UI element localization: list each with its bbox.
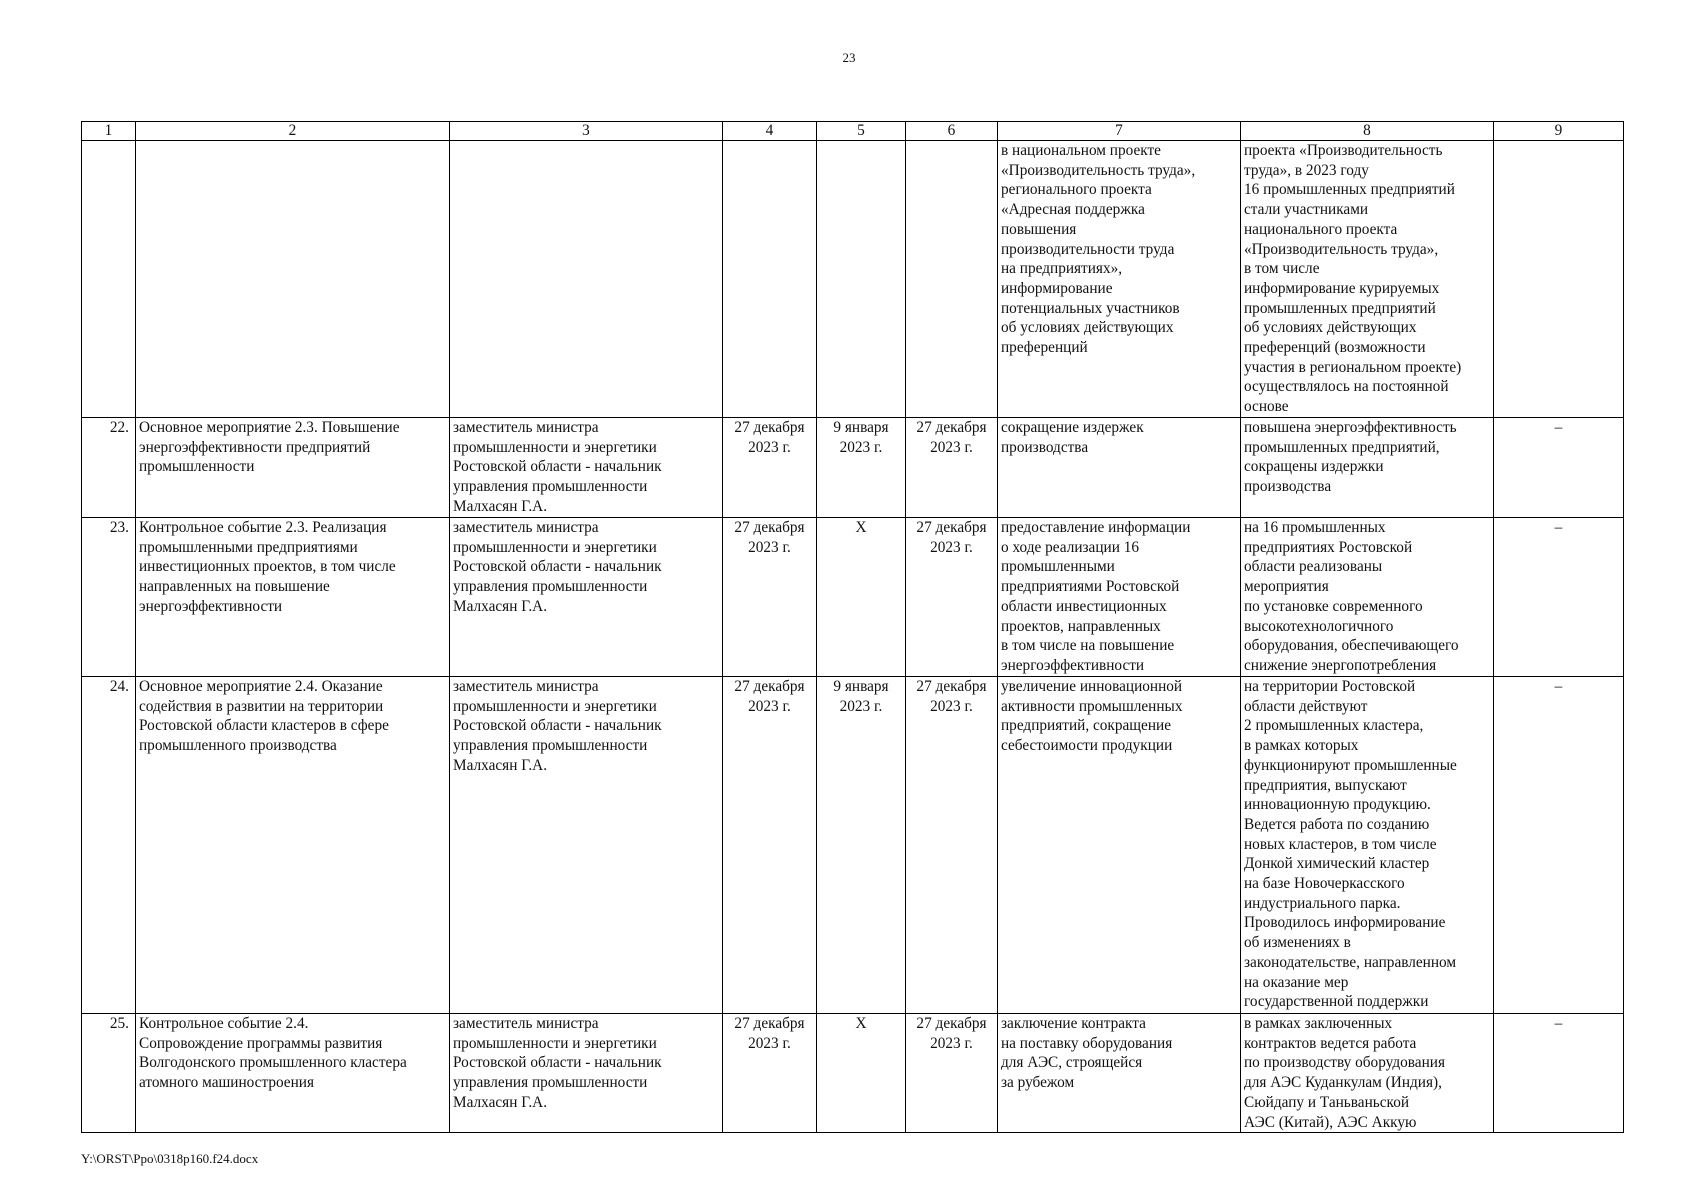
- table-row: [82, 1014, 1624, 1133]
- responsible-person-line: Малхасян Г.А.: [453, 756, 548, 774]
- expected-result-line: повышения: [1001, 220, 1077, 238]
- actual-result-line: на территории Ростовской: [1244, 678, 1416, 695]
- event-name-line: энергоэффективности: [139, 597, 283, 615]
- responsible-person-line: управления промышленности: [453, 478, 648, 496]
- note-cell: [1494, 141, 1624, 418]
- expected-result-line: заключение контракта: [1001, 1015, 1146, 1032]
- responsible-person-line: заместитель министра: [453, 419, 599, 436]
- actual-result-line: для АЭС Куданкулам (Индия),: [1244, 1074, 1442, 1092]
- responsible-person-line: управления промышленности: [453, 737, 648, 755]
- responsible-person-line: заместитель министра: [453, 678, 599, 695]
- column-header: 4: [723, 122, 817, 141]
- event-name-line: содействия в развитии на территории: [139, 697, 384, 715]
- actual-result-line: области реализованы: [1244, 558, 1383, 576]
- actual-date-line: 2023 г.: [930, 1034, 973, 1052]
- responsible-person-line: управления промышленности: [453, 1074, 648, 1092]
- expected-result-line: себестоимости продукции: [1001, 737, 1173, 755]
- column-header: 1: [82, 122, 136, 141]
- responsible-person-line: Малхасян Г.А.: [453, 1093, 548, 1111]
- event-name-line: энергоэффективности предприятий: [139, 438, 371, 456]
- actual-result-line: предприятиях Ростовской: [1244, 538, 1413, 556]
- expected-result-line: увеличение инновационной: [1001, 678, 1183, 695]
- actual-result-line: на базе Новочеркасского: [1244, 875, 1405, 893]
- planned-date-line: 2023 г.: [748, 697, 791, 715]
- responsible-person-line: управления промышленности: [453, 578, 648, 596]
- planned-date-cell: [723, 518, 817, 677]
- event-name-line: инвестиционных проектов, в том числе: [139, 558, 396, 576]
- expected-result-line: на поставку оборудования: [1001, 1034, 1173, 1052]
- planned-date-cell: [723, 418, 817, 518]
- expected-result-line: потенциальных участников: [1001, 299, 1180, 317]
- expected-result-line: предоставление информации: [1001, 519, 1191, 536]
- actual-result-line: проекта «Производительность: [1244, 142, 1443, 159]
- actual-result-line: законодательстве, направленном: [1244, 953, 1457, 971]
- actual-result-line: Сюйдапу и Таньваньской: [1244, 1093, 1410, 1111]
- planned-date-line: 27 декабря: [734, 519, 805, 536]
- event-name-line: Основное мероприятие 2.4. Оказание: [139, 678, 383, 695]
- responsible-person-line: Ростовской области - начальник: [453, 558, 662, 576]
- expected-result-cell: [998, 418, 1241, 518]
- responsible-person-line: промышленности и энергетики: [453, 697, 657, 715]
- responsible-person-line: Ростовской области - начальник: [453, 458, 662, 476]
- actual-result-line: «Производительность труда»,: [1244, 240, 1439, 258]
- responsible-person-line: заместитель министра: [453, 519, 599, 536]
- responsible-person-cell: [450, 141, 723, 418]
- actual-result-line: оборудования, обеспечивающего: [1244, 637, 1459, 655]
- expected-result-line: активности промышленных: [1001, 697, 1183, 715]
- table-row: [82, 677, 1624, 1014]
- planned-date-line: 27 декабря: [734, 419, 805, 436]
- event-name-line: Контрольное событие 2.4.: [139, 1015, 309, 1032]
- actual-result-line: функционируют промышленные: [1244, 756, 1457, 774]
- column-header: 3: [450, 122, 723, 141]
- event-name-line: промышленного производства: [139, 737, 337, 755]
- actual-result-line: информирование курируемых: [1244, 279, 1440, 297]
- actual-result-line: труда», в 2023 году: [1244, 161, 1369, 179]
- expected-result-line: производства: [1001, 438, 1089, 456]
- expected-result-line: проектов, направленных: [1001, 617, 1161, 635]
- actual-date-cell: [906, 677, 998, 1014]
- actual-result-line: производства: [1244, 478, 1332, 496]
- responsible-person-line: промышленности и энергетики: [453, 438, 657, 456]
- report-table: [81, 121, 1624, 1133]
- responsible-person-line: заместитель министра: [453, 1015, 599, 1032]
- table-row: [82, 418, 1624, 518]
- event-name-cell: [136, 141, 450, 418]
- row-number-cell: [82, 141, 136, 418]
- actual-date-cell: [906, 1014, 998, 1133]
- planned-date-line: 2023 г.: [748, 1034, 791, 1052]
- expected-result-line: для АЭС, строящейся: [1001, 1054, 1143, 1072]
- expected-result-line: преференций: [1001, 339, 1088, 357]
- column-header: 5: [817, 122, 906, 141]
- responsible-person-line: промышленности и энергетики: [453, 1034, 657, 1052]
- actual-result-line: высокотехнологичного: [1244, 617, 1394, 635]
- actual-result-line: АЭС (Китай), АЭС Аккую: [1244, 1113, 1417, 1131]
- actual-result-line: сокращены издержки: [1244, 458, 1384, 476]
- expected-result-cell: [998, 1014, 1241, 1133]
- planned-date-line: 2023 г.: [748, 538, 791, 556]
- actual-result-line: Проводилось информирование: [1244, 914, 1446, 932]
- row-number-cell: 22.: [82, 418, 136, 518]
- deadline-date-line: 9 января: [833, 678, 889, 695]
- column-header: 6: [906, 122, 998, 141]
- actual-result-line: Донкой химический кластер: [1244, 855, 1430, 873]
- actual-date-cell: [906, 141, 998, 418]
- actual-date-line: 27 декабря: [916, 678, 987, 695]
- row-number-cell: 24.: [82, 677, 136, 1014]
- responsible-person-cell: [450, 677, 723, 1014]
- actual-date-cell: [906, 418, 998, 518]
- actual-result-line: в том числе: [1244, 260, 1320, 278]
- actual-result-line: Ведется работа по созданию: [1244, 815, 1430, 833]
- actual-result-line: промышленных предприятий: [1244, 299, 1436, 317]
- deadline-date-line: 9 января: [833, 419, 889, 436]
- event-name-cell: [136, 677, 450, 1014]
- expected-result-line: об условиях действующих: [1001, 319, 1174, 337]
- actual-result-line: 2 промышленных кластера,: [1244, 717, 1424, 735]
- planned-date-line: 27 декабря: [734, 678, 805, 695]
- deadline-date-cell: [817, 141, 906, 418]
- actual-result-line: промышленных предприятий,: [1244, 438, 1440, 456]
- column-header: 2: [136, 122, 450, 141]
- event-name-line: Волгодонского промышленного кластера: [139, 1054, 407, 1072]
- deadline-date-cell: [817, 1014, 906, 1133]
- deadline-date-line: 2023 г.: [839, 697, 883, 715]
- event-name-line: Основное мероприятие 2.3. Повышение: [139, 419, 400, 436]
- expected-result-line: энергоэффективности: [1001, 656, 1145, 674]
- actual-result-line: новых кластеров, в том числе: [1244, 835, 1437, 853]
- note-cell: –: [1494, 418, 1624, 518]
- event-name-cell: [136, 1014, 450, 1133]
- actual-result-line: индустриального парка.: [1244, 894, 1401, 912]
- actual-result-line: области действуют: [1244, 697, 1368, 715]
- event-name-cell: [136, 418, 450, 518]
- note-cell: –: [1494, 677, 1624, 1014]
- event-name-line: промышленности: [139, 458, 255, 476]
- event-name-line: Сопровождение программы развития: [139, 1034, 383, 1052]
- actual-result-line: основе: [1244, 398, 1289, 416]
- actual-result-cell: [1241, 418, 1494, 518]
- actual-result-line: 16 промышленных предприятий: [1244, 181, 1455, 199]
- table-row: [82, 141, 1624, 418]
- column-header: 9: [1494, 122, 1624, 141]
- actual-result-line: на 16 промышленных: [1244, 519, 1386, 536]
- actual-date-line: 2023 г.: [930, 438, 973, 456]
- responsible-person-cell: [450, 418, 723, 518]
- expected-result-line: на предприятиях»,: [1001, 260, 1123, 278]
- responsible-person-line: Ростовской области - начальник: [453, 717, 662, 735]
- actual-result-line: инновационную продукцию.: [1244, 796, 1431, 814]
- actual-result-line: участия в региональном проекте): [1244, 358, 1462, 376]
- responsible-person-line: Малхасян Г.А.: [453, 497, 548, 515]
- actual-result-cell: [1241, 677, 1494, 1014]
- note-cell: –: [1494, 518, 1624, 677]
- actual-date-line: 27 декабря: [916, 519, 987, 536]
- deadline-date-cell: [817, 677, 906, 1014]
- row-number-cell: 25.: [82, 1014, 136, 1133]
- actual-date-line: 2023 г.: [930, 697, 973, 715]
- note-cell: –: [1494, 1014, 1624, 1133]
- actual-date-line: 27 декабря: [916, 419, 987, 436]
- expected-result-cell: [998, 141, 1241, 418]
- actual-result-line: повышена энергоэффективность: [1244, 419, 1457, 436]
- event-name-line: Контрольное событие 2.3. Реализация: [139, 519, 387, 536]
- actual-result-line: государственной поддержки: [1244, 993, 1429, 1011]
- actual-result-line: в рамках заключенных: [1244, 1015, 1393, 1032]
- responsible-person-line: Ростовской области - начальник: [453, 1054, 662, 1072]
- actual-result-line: по установке современного: [1244, 597, 1423, 615]
- actual-result-cell: [1241, 518, 1494, 677]
- event-name-cell: [136, 518, 450, 677]
- row-number-cell: 23.: [82, 518, 136, 677]
- deadline-date-line: X: [855, 519, 867, 536]
- actual-result-line: снижение энергопотребления: [1244, 656, 1437, 674]
- actual-date-line: 2023 г.: [930, 538, 973, 556]
- actual-result-line: на оказание мер: [1244, 973, 1349, 991]
- event-name-line: атомного машиностроения: [139, 1074, 315, 1092]
- planned-date-cell: [723, 1014, 817, 1133]
- actual-result-line: стали участниками: [1244, 201, 1369, 219]
- actual-result-line: предприятия, выпускают: [1244, 776, 1407, 794]
- actual-result-line: по производству оборудования: [1244, 1054, 1445, 1072]
- actual-result-line: национального проекта: [1244, 220, 1398, 238]
- expected-result-line: в том числе на повышение: [1001, 637, 1175, 655]
- expected-result-line: сокращение издержек: [1001, 419, 1144, 436]
- responsible-person-line: Малхасян Г.А.: [453, 597, 548, 615]
- expected-result-line: информирование: [1001, 279, 1113, 297]
- expected-result-line: предприятий, сокращение: [1001, 717, 1172, 735]
- actual-result-line: преференций (возможности: [1244, 339, 1426, 357]
- event-name-line: направленных на повышение: [139, 578, 330, 596]
- event-name-line: Ростовской области кластеров в сфере: [139, 717, 389, 735]
- responsible-person-line: промышленности и энергетики: [453, 538, 657, 556]
- page-number: 23: [842, 50, 856, 65]
- actual-result-line: контрактов ведется работа: [1244, 1034, 1417, 1052]
- column-header: 8: [1241, 122, 1494, 141]
- actual-result-line: осуществлялось на постоянной: [1244, 378, 1449, 396]
- expected-result-line: «Производительность труда»,: [1001, 161, 1196, 179]
- actual-date-line: 27 декабря: [916, 1015, 987, 1032]
- actual-result-line: об условиях действующих: [1244, 319, 1417, 337]
- planned-date-line: 27 декабря: [734, 1015, 805, 1032]
- responsible-person-cell: [450, 1014, 723, 1133]
- deadline-date-line: X: [855, 1015, 867, 1032]
- deadline-date-cell: [817, 518, 906, 677]
- expected-result-line: в национальном проекте: [1001, 142, 1161, 159]
- deadline-date-cell: [817, 418, 906, 518]
- expected-result-line: регионального проекта: [1001, 181, 1152, 199]
- expected-result-line: за рубежом: [1001, 1074, 1075, 1092]
- column-number-row: [82, 122, 1624, 141]
- expected-result-cell: [998, 518, 1241, 677]
- actual-result-line: об изменениях в: [1244, 934, 1351, 952]
- expected-result-line: производительности труда: [1001, 240, 1175, 258]
- event-name-line: промышленными предприятиями: [139, 538, 358, 556]
- expected-result-line: о ходе реализации 16: [1001, 538, 1140, 556]
- expected-result-line: области инвестиционных: [1001, 597, 1167, 615]
- expected-result-line: «Адресная поддержка: [1001, 201, 1145, 219]
- file-path-footer: Y:\ORST\Ppo\0318p160.f24.docx: [81, 1151, 259, 1166]
- responsible-person-cell: [450, 518, 723, 677]
- expected-result-line: промышленными: [1001, 558, 1115, 576]
- planned-date-line: 2023 г.: [748, 438, 791, 456]
- expected-result-line: предприятиями Ростовской: [1001, 578, 1180, 596]
- deadline-date-line: 2023 г.: [839, 438, 883, 456]
- actual-result-line: в рамках которых: [1244, 737, 1359, 755]
- planned-date-cell: [723, 141, 817, 418]
- actual-result-line: мероприятия: [1244, 578, 1329, 596]
- actual-result-cell: [1241, 1014, 1494, 1133]
- planned-date-cell: [723, 677, 817, 1014]
- actual-date-cell: [906, 518, 998, 677]
- table-row: [82, 518, 1624, 677]
- column-header: 7: [998, 122, 1241, 141]
- expected-result-cell: [998, 677, 1241, 1014]
- actual-result-cell: [1241, 141, 1494, 418]
